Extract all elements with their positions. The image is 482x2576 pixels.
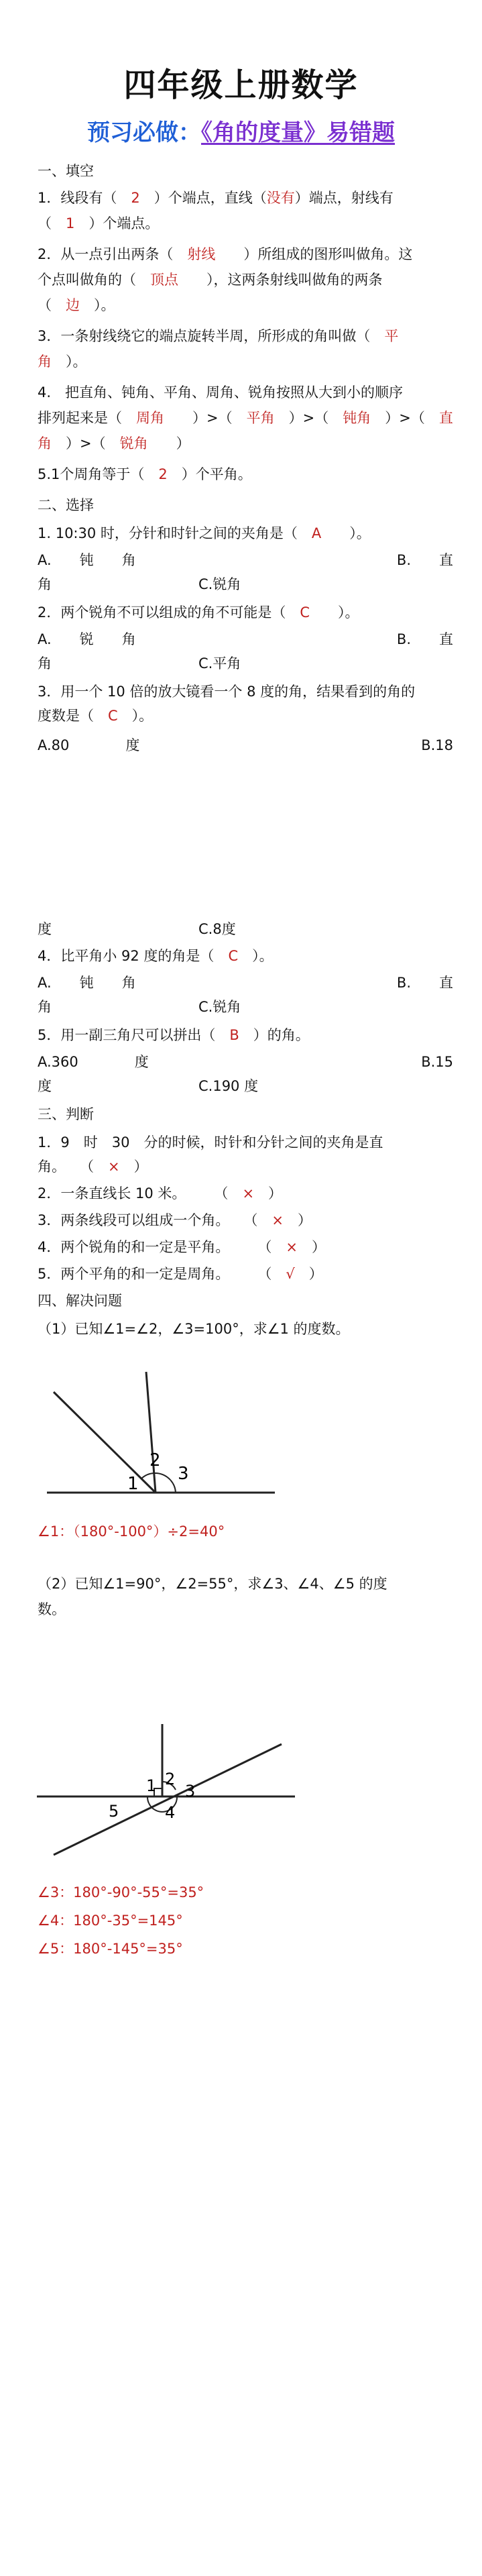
choice-q5: 5．用一副三角尺可以拼出（ B ）的角。 [38,1027,310,1043]
section-heading-judge: 三、判断 [38,1106,94,1122]
judge-q5: 5．两个平角的和一定是周角。 （ √ ） [38,1266,323,1282]
fig1-ray-left [54,1392,156,1493]
choice-q1-options-1: A. 钝 角 B. 直 [38,552,453,568]
page-title: 四年级上册数学 [123,66,359,104]
choice-q2: 2．两个锐角不可以组成的角不可能是（ C ）。 [38,604,359,621]
fig1-arc-1 [141,1473,154,1479]
fill-q2-line3: （ 边 ）。 [38,297,115,313]
fill-q4-line2: 排列起来是（ 周角 ）>（ 平角 ）>（ 钝角 ）>（ 直 [38,410,453,426]
choice-q3-line2: 度数是（ C ）。 [38,708,154,724]
figure-1-angles [40,1355,282,1503]
section-heading-solve: 四、解决问题 [38,1293,122,1309]
choice-q4-options-1: A. 钝 角 B. 直 [38,975,453,991]
fill-q3-line2: 角 ）。 [38,354,87,370]
fill-q4-line1: 4. 把直角、钝角、平角、周角、锐角按照从大到小的顺序 [38,384,404,400]
subtitle-prefix: 预习必做： [87,119,201,146]
solve-p2-line1: （2）已知∠1=90°，∠2=55°，求∠3、∠4、∠5 的度 [38,1576,387,1592]
solve-p1-answer: ∠1：（180°-100°）÷2=40° [38,1523,225,1540]
choice-q5-options-2: 度 C.190 度 [38,1078,259,1094]
choice-q4-options-2: 角 C.锐角 [38,999,241,1015]
solve-p2-answer-5: ∠5：180°-145°=35° [38,1941,183,1957]
page-subtitle [0,114,482,147]
choice-q3-options-2: 度 C.8度 [38,921,236,937]
fig1-arc-3 [170,1480,176,1493]
fig2-label-2: 2 [165,1770,176,1788]
fig1-arc-2 [154,1473,170,1480]
fill-q2-line2: 个点叫做角的（ 顶点 ），这两条射线叫做角的两条 [38,272,383,288]
fill-q5: 5.1个周角等于（ 2 ）个平角。 [38,466,252,482]
figure-2-angles [34,1717,302,1865]
choice-q3-line1: 3．用一个 10 倍的放大镜看一个 8 度的角，结果看到的角的 [38,684,416,700]
section-heading-choice: 二、选择 [38,497,94,513]
fill-q2-line1: 2．从一点引出两条（ 射线 ）所组成的图形叫做角。这 [38,246,413,262]
choice-q1-options-2: 角 C.锐角 [38,576,241,592]
fill-q1-line1: 1．线段有（ 2 ）个端点，直线（没有）端点，射线有 [38,190,394,206]
judge-q2: 2．一条直线长 10 米。 （ × ） [38,1185,283,1201]
fig1-label-1: 1 [127,1474,139,1494]
judge-q4: 4．两个锐角的和一定是平角。 （ × ） [38,1239,326,1255]
fig1-label-3: 3 [178,1464,189,1484]
solve-p2-answer-3: ∠3：180°-90°-55°=35° [38,1884,204,1900]
judge-q1-line1: 1．9 时 30 分的时候，时针和分针之间的夹角是直 [38,1134,383,1150]
fig2-label-3: 3 [185,1782,196,1801]
fill-q4-line3: 角 ）>（ 锐角 ） [38,435,190,451]
solve-p1: （1）已知∠1=∠2，∠3=100°，求∠1 的度数。 [38,1321,350,1337]
choice-q2-options-1: A. 锐 角 B. 直 [38,631,453,647]
fig1-label-2: 2 [149,1450,161,1470]
fig2-label-4: 4 [165,1803,176,1822]
choice-q3-options-1: A.80 度 B.18 [38,737,453,753]
judge-q1-line2: 角。 （ × ） [38,1159,148,1175]
choice-q1: 1. 10:30 时，分针和时针之间的夹角是（ A ）。 [38,525,371,541]
solve-p2-answer-4: ∠4：180°-35°=145° [38,1913,183,1929]
fig2-label-5: 5 [109,1802,119,1821]
subtitle-topic: 《角的度量》易错题 [201,119,395,146]
fig2-slanted-line [54,1744,282,1855]
judge-q3: 3．两条线段可以组成一个角。 （ × ） [38,1212,312,1228]
solve-p2-line2: 数。 [38,1601,66,1617]
choice-q4: 4．比平角小 92 度的角是（ C ）。 [38,948,274,964]
fill-q3-line1: 3．一条射线绕它的端点旋转半周，所形成的角叫做（ 平 [38,328,399,344]
fig2-label-1: 1 [146,1776,157,1795]
choice-q5-options-1: A.360 度 B.15 [38,1054,453,1070]
choice-q2-options-2: 角 C.平角 [38,655,241,672]
fill-q1-line2: （ 1 ）个端点。 [38,215,160,231]
section-heading-fill: 一、填空 [38,163,94,179]
